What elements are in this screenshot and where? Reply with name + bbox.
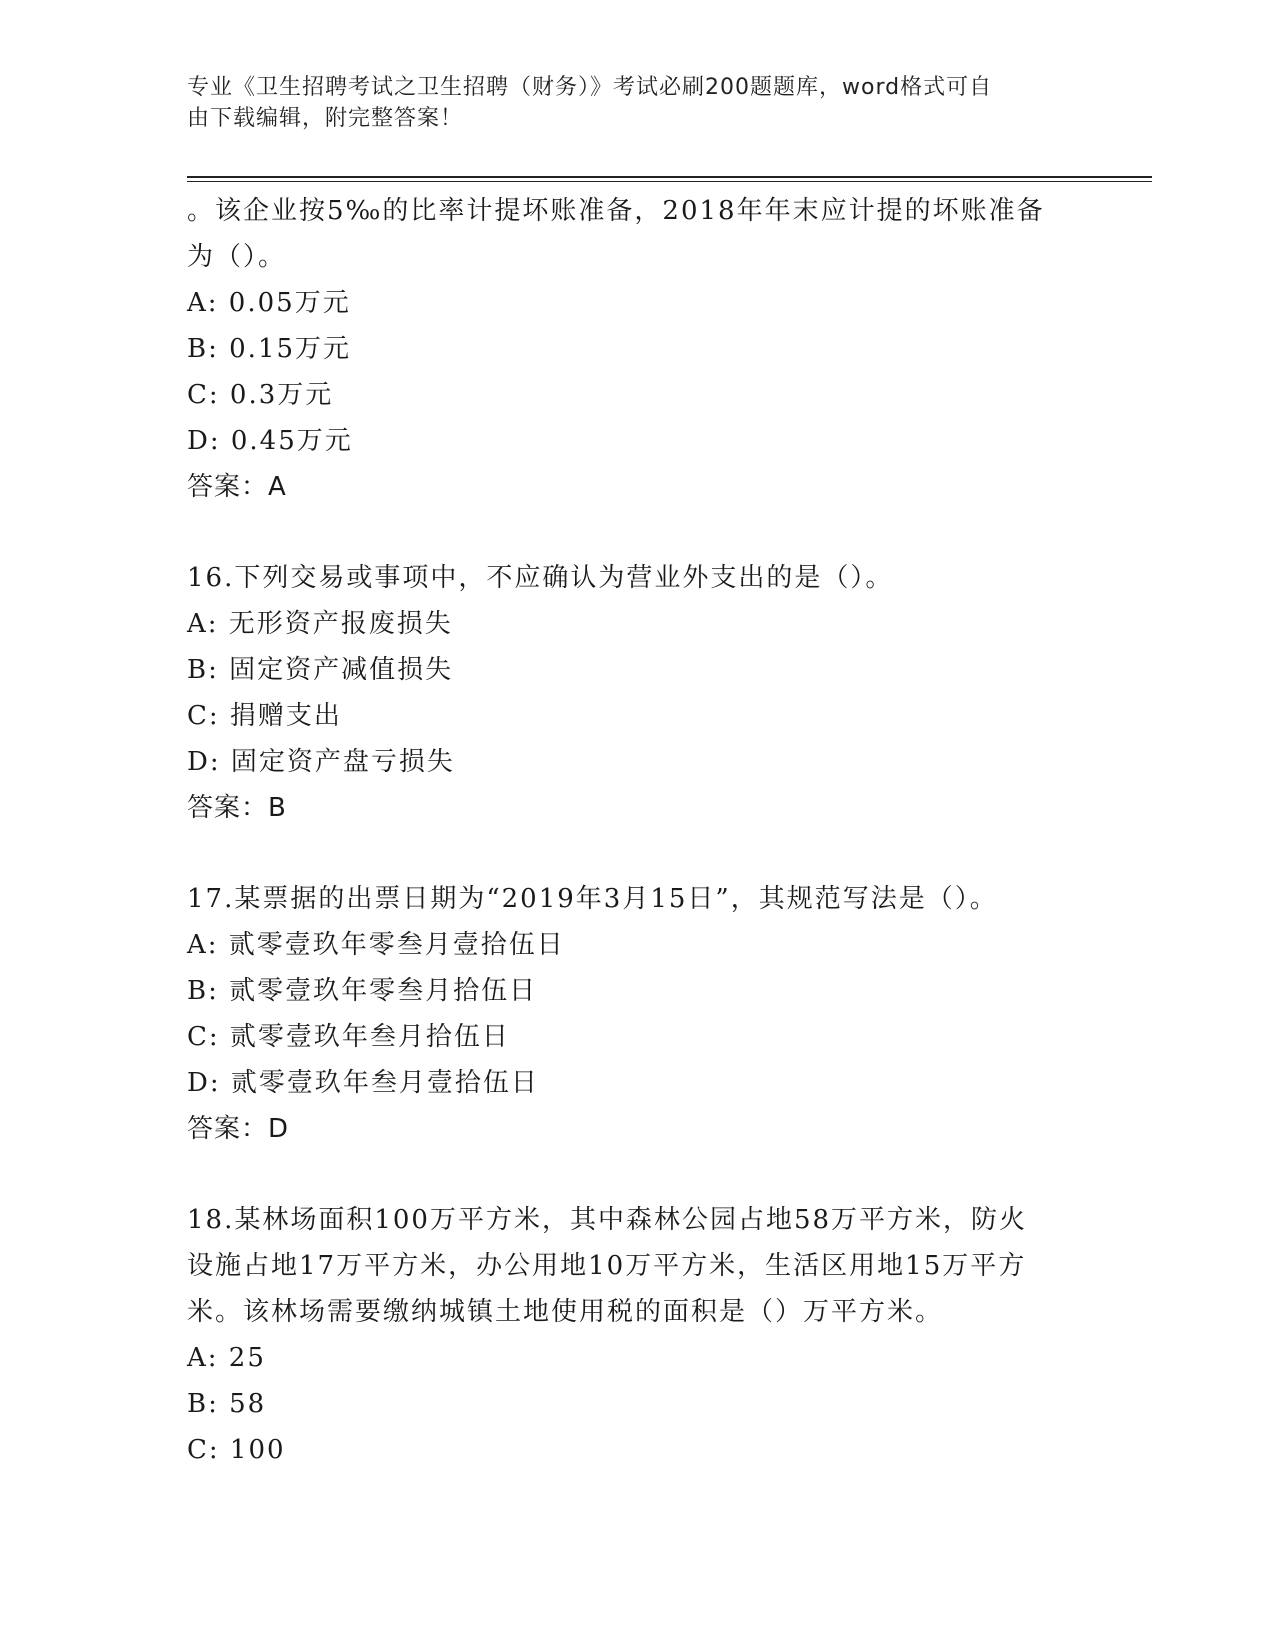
spacer xyxy=(187,1152,1087,1197)
document-body xyxy=(187,188,1087,1473)
option-c: C: 0.3万元 xyxy=(187,380,334,410)
question-stem: 16.下列交易或事项中，不应确认为营业外支出的是（）。 xyxy=(187,563,894,593)
option-a: A: 25 xyxy=(187,1343,266,1373)
header-line-2: 由下载编辑，附完整答案！ xyxy=(187,106,464,131)
answer-line: 答案：A xyxy=(187,472,287,502)
answer-line: 答案：D xyxy=(187,1114,290,1144)
spacer xyxy=(187,831,1087,876)
header-line-1: 专业《卫生招聘考试之卫生招聘（财务）》考试必刷200题题库，word格式可自 xyxy=(187,75,993,100)
option-c: C: 贰零壹玖年叁月拾伍日 xyxy=(187,1022,510,1052)
answer-line: 答案：B xyxy=(187,793,287,823)
option-c: C: 捐赠支出 xyxy=(187,701,342,731)
question-stem: 为（）。 xyxy=(187,242,287,272)
option-c: C: 100 xyxy=(187,1435,286,1465)
document-header xyxy=(187,72,1067,134)
option-d: D: 0.45万元 xyxy=(187,426,353,456)
option-b: B: 贰零壹玖年零叁月拾伍日 xyxy=(187,976,538,1006)
option-a: A: 无形资产报废损失 xyxy=(187,609,453,639)
option-d: D: 贰零壹玖年叁月壹拾伍日 xyxy=(187,1068,539,1098)
option-a: A: 0.05万元 xyxy=(187,288,351,318)
question-stem: 。该企业按5‰的比率计提坏账准备，2018年年末应计提的坏账准备 xyxy=(187,196,1045,226)
question-18 xyxy=(187,1197,1087,1473)
header-rule-thick xyxy=(187,176,1152,178)
question-stem: 设施占地17万平方米，办公用地10万平方米，生活区用地15万平方 xyxy=(187,1251,1027,1281)
question-stem: 18.某林场面积100万平方米，其中森林公园占地58万平方米，防火 xyxy=(187,1205,1028,1235)
header-rule-thin xyxy=(187,181,1152,182)
question-17 xyxy=(187,876,1087,1152)
spacer xyxy=(187,510,1087,555)
question-stem: 米。该林场需要缴纳城镇土地使用税的面积是（）万平方米。 xyxy=(187,1297,944,1327)
question-stem: 17.某票据的出票日期为“2019年3月15日”，其规范写法是（）。 xyxy=(187,884,998,914)
option-a: A: 贰零壹玖年零叁月壹拾伍日 xyxy=(187,930,565,960)
option-b: B: 58 xyxy=(187,1389,267,1419)
question-15 xyxy=(187,188,1087,510)
option-b: B: 固定资产减值损失 xyxy=(187,655,454,685)
option-b: B: 0.15万元 xyxy=(187,334,352,364)
option-d: D: 固定资产盘亏损失 xyxy=(187,747,455,777)
question-16 xyxy=(187,555,1087,831)
